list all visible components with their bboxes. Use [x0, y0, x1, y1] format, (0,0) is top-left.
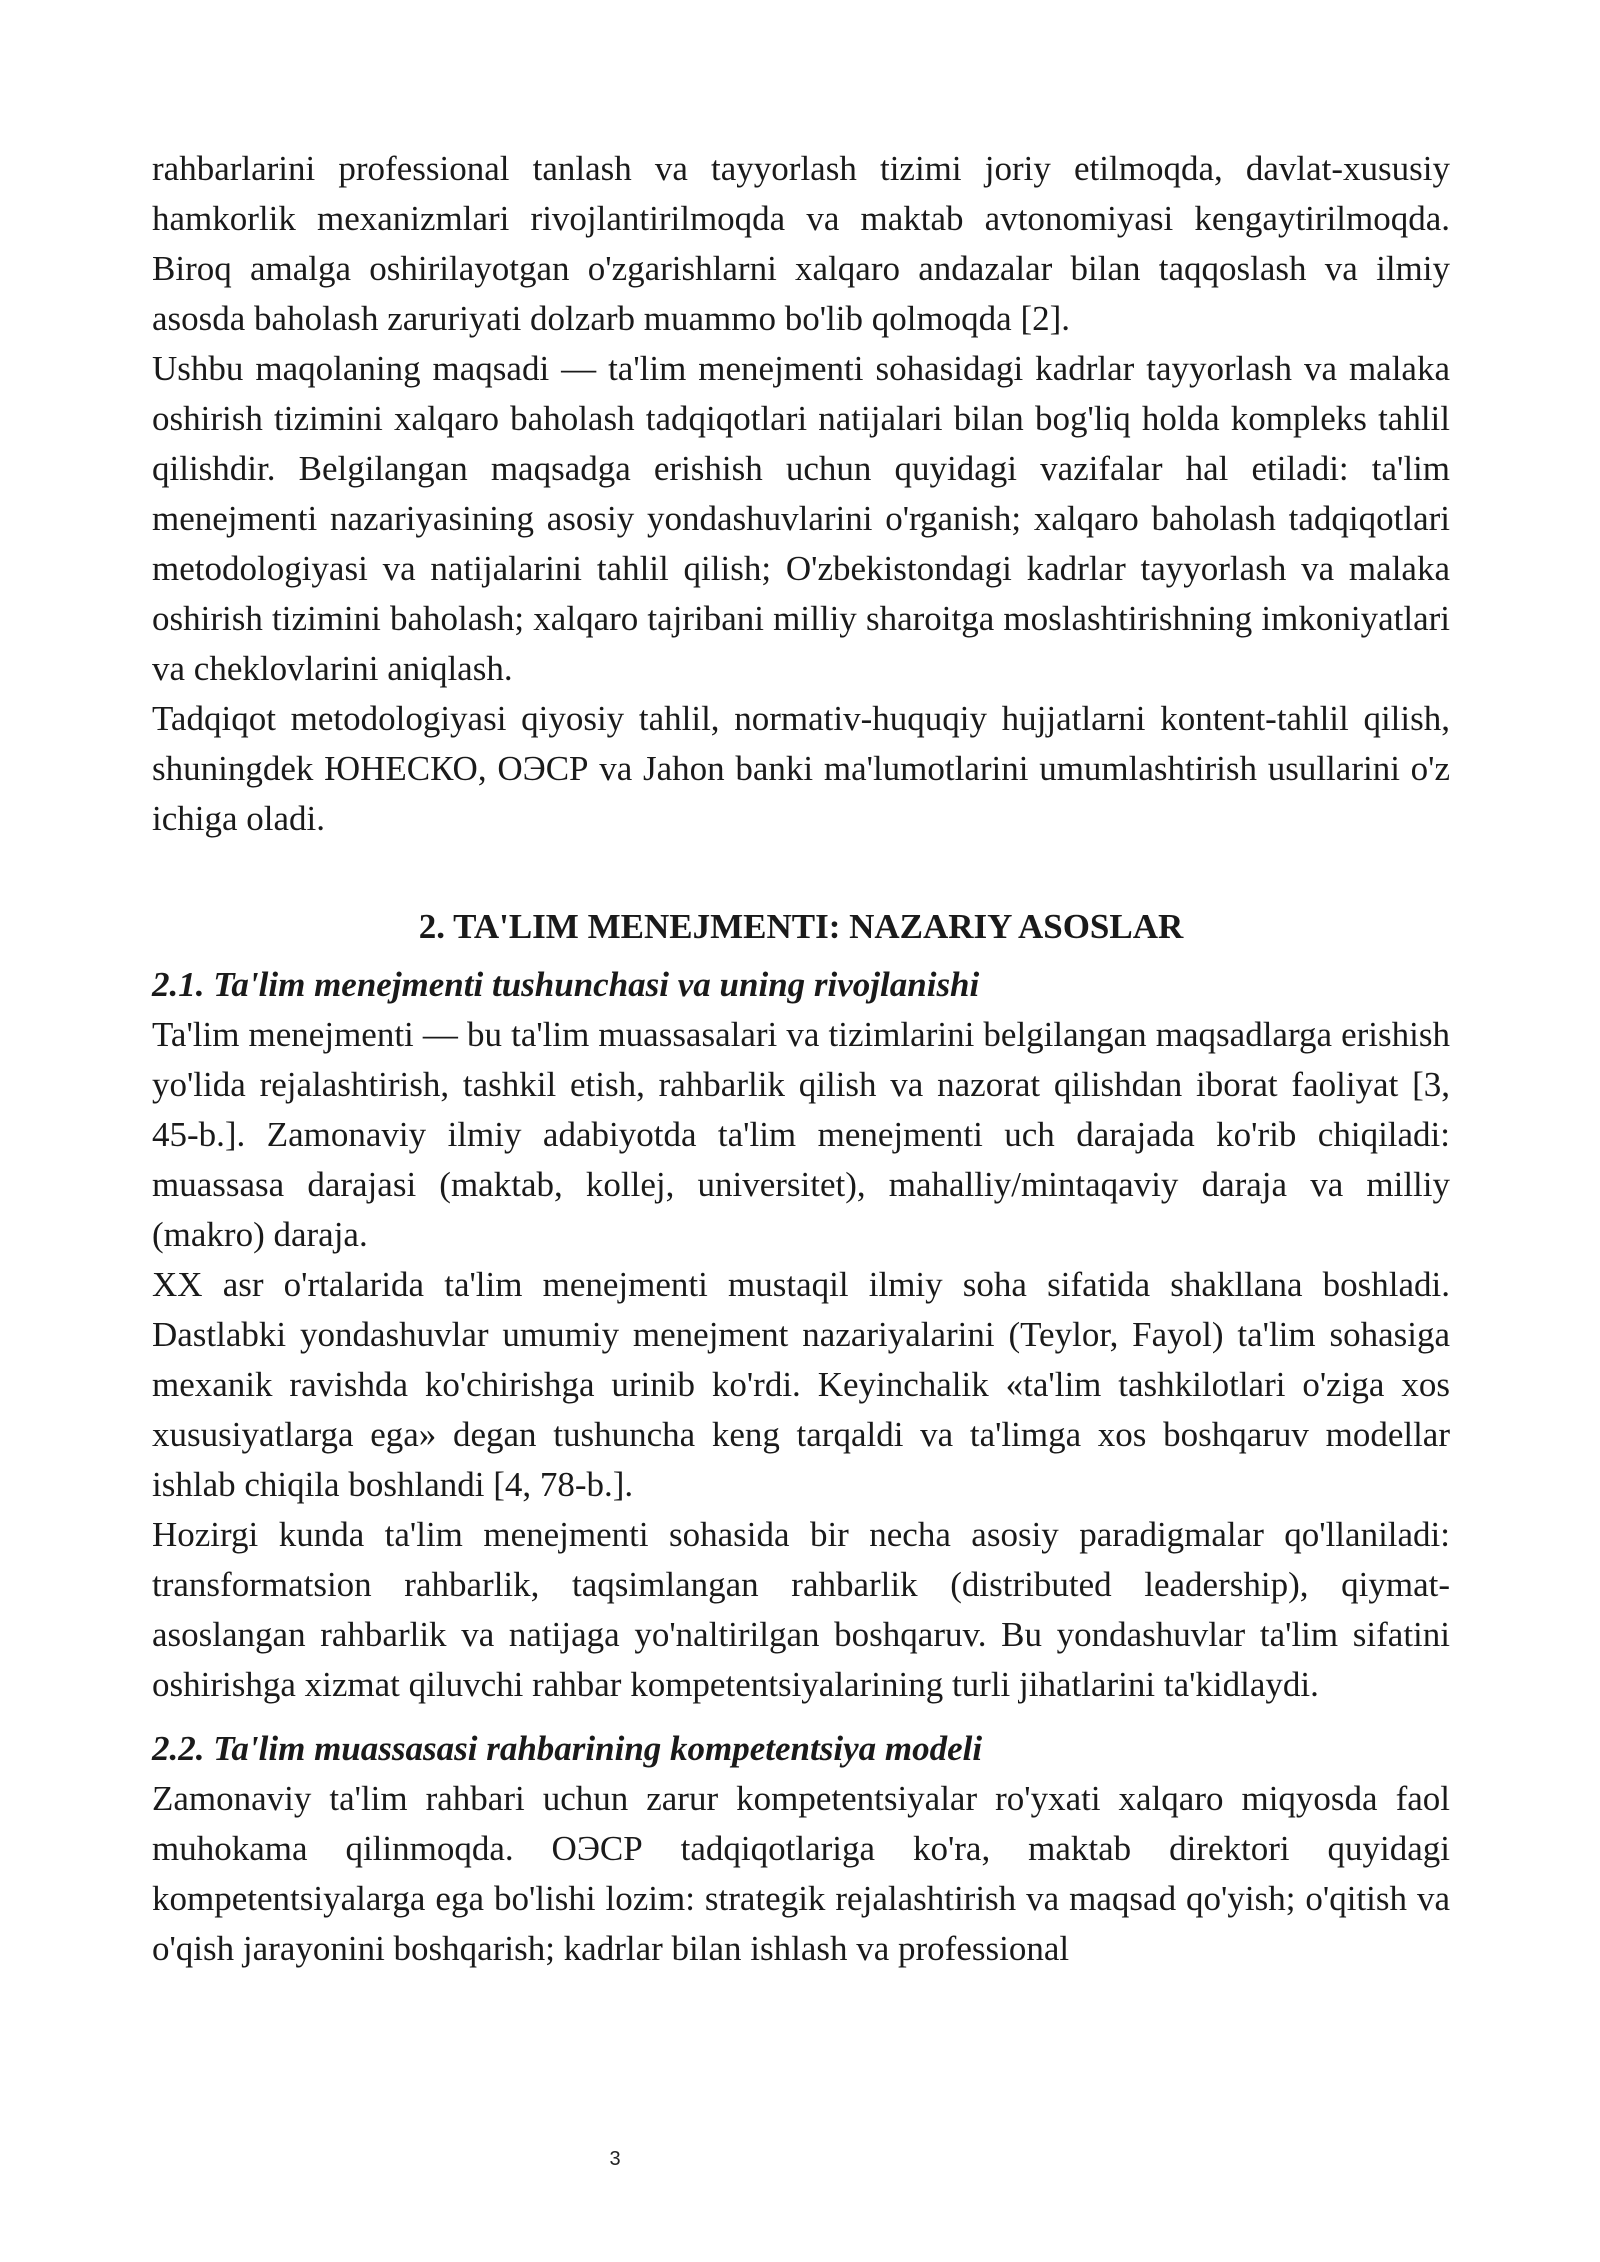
- body-paragraph: Tadqiqot metodologiyasi qiyosiy tahlil, normativ-huquqiy hujjatlarni kontent-tahlil qilish, shuningdek ЮНЕСКО, ОЭСР va Jahon banki ma'lumotlarini umumlashtirish usullarini o'z ichiga oladi.: [152, 699, 1450, 838]
- section-heading: 2. TA'LIM MENEJMENTI: NAZARIY ASOSLAR: [418, 907, 1184, 946]
- body-paragraph: Ushbu maqolaning maqsadi — ta'lim menejmenti sohasidagi kadrlar tayyorlash va malaka oshirish tizimini xalqaro baholash tadqiqotlari natijalari bilan bog'liq holda kompleks tahlil qilishdir. Belgilangan maqsadga erishish uchun quyidagi vazifalar hal etiladi: ta'lim menejmenti nazariyasining asosiy yondashuvlarini o'rganish; xalqaro baholash tadqiqotlari metodologiyasi va natijalarini tahlil qilish; O'zbekistondagi kadrlar tayyorlash va malaka oshirish tizimini baholash; xalqaro tajribani milliy sharoitga moslashtirishning imkoniyatlari va cheklovlarini aniqlash.: [152, 349, 1450, 688]
- subsection-heading: 2.2. Ta'lim muassasasi rahbarining kompetentsiya modeli: [152, 1729, 983, 1768]
- body-paragraph: Ta'lim menejmenti — bu ta'lim muassasalari va tizimlarini belgilangan maqsadlarga erishish yo'lida rejalashtirish, tashkil etish, rahbarlik qilish va nazorat qilishdan iborat faoliyat [3, 45-b.]. Zamonaviy ilmiy adabiyotda ta'lim menejmenti uch darajada ko'rib chiqiladi: muassasa darajasi (maktab, kollej, universitet), mahalliy/mintaqaviy daraja va milliy (makro) daraja.: [152, 1015, 1450, 1254]
- subsection-heading: 2.1. Ta'lim menejmenti tushunchasi va uning rivojlanishi: [152, 965, 980, 1004]
- body-paragraph: rahbarlarini professional tanlash va tayyorlash tizimi joriy etilmoqda, davlat-xususiy hamkorlik mexanizmlari rivojlantirilmoqda va maktab avtonomiyasi kengaytirilmoqda. Biroq amalga oshirilayotgan o'zgarishlarni xalqaro andazalar bilan taqqoslash va ilmiy asosda baholash zaruriyati dolzarb muammo bo'lib qolmoqda [2].: [152, 149, 1450, 338]
- body-paragraph: Hozirgi kunda ta'lim menejmenti sohasida bir necha asosiy paradigmalar qo'llaniladi: transformatsion rahbarlik, taqsimlangan rahbarlik (distributed leadership), qiymat-asoslangan rahbarlik va natijaga yo'naltirilgan boshqaruv. Bu yondashuvlar ta'lim sifatini oshirishga xizmat qiluvchi rahbar kompetentsiyalarining turli jihatlarini ta'kidlaydi.: [152, 1515, 1450, 1704]
- document-page: [152, 144, 1450, 1974]
- page-number: 3: [609, 2148, 621, 2170]
- body-paragraph: XX asr o'rtalarida ta'lim menejmenti mustaqil ilmiy soha sifatida shakllana boshladi. Dastlabki yondashuvlar umumiy menejment nazariyalarini (Teylor, Fayol) ta'lim sohasiga mexanik ravishda ko'chirishga urinib ko'rdi. Keyinchalik «ta'lim tashkilotlari o'ziga xos xususiyatlarga ega» degan tushuncha keng tarqaldi va ta'limga xos boshqaruv modellar ishlab chiqila boshlandi [4, 78-b.].: [152, 1265, 1450, 1504]
- body-paragraph: Zamonaviy ta'lim rahbari uchun zarur kompetentsiyalar ro'yxati xalqaro miqyosda faol muhokama qilinmoqda. ОЭСР tadqiqotlariga ko'ra, maktab direktori quyidagi kompetentsiyalarga ega bo'lishi lozim: strategik rejalashtirish va maqsad qo'yish; o'qitish va o'qish jarayonini boshqarish; kadrlar bilan ishlash va professional: [152, 1779, 1450, 1968]
